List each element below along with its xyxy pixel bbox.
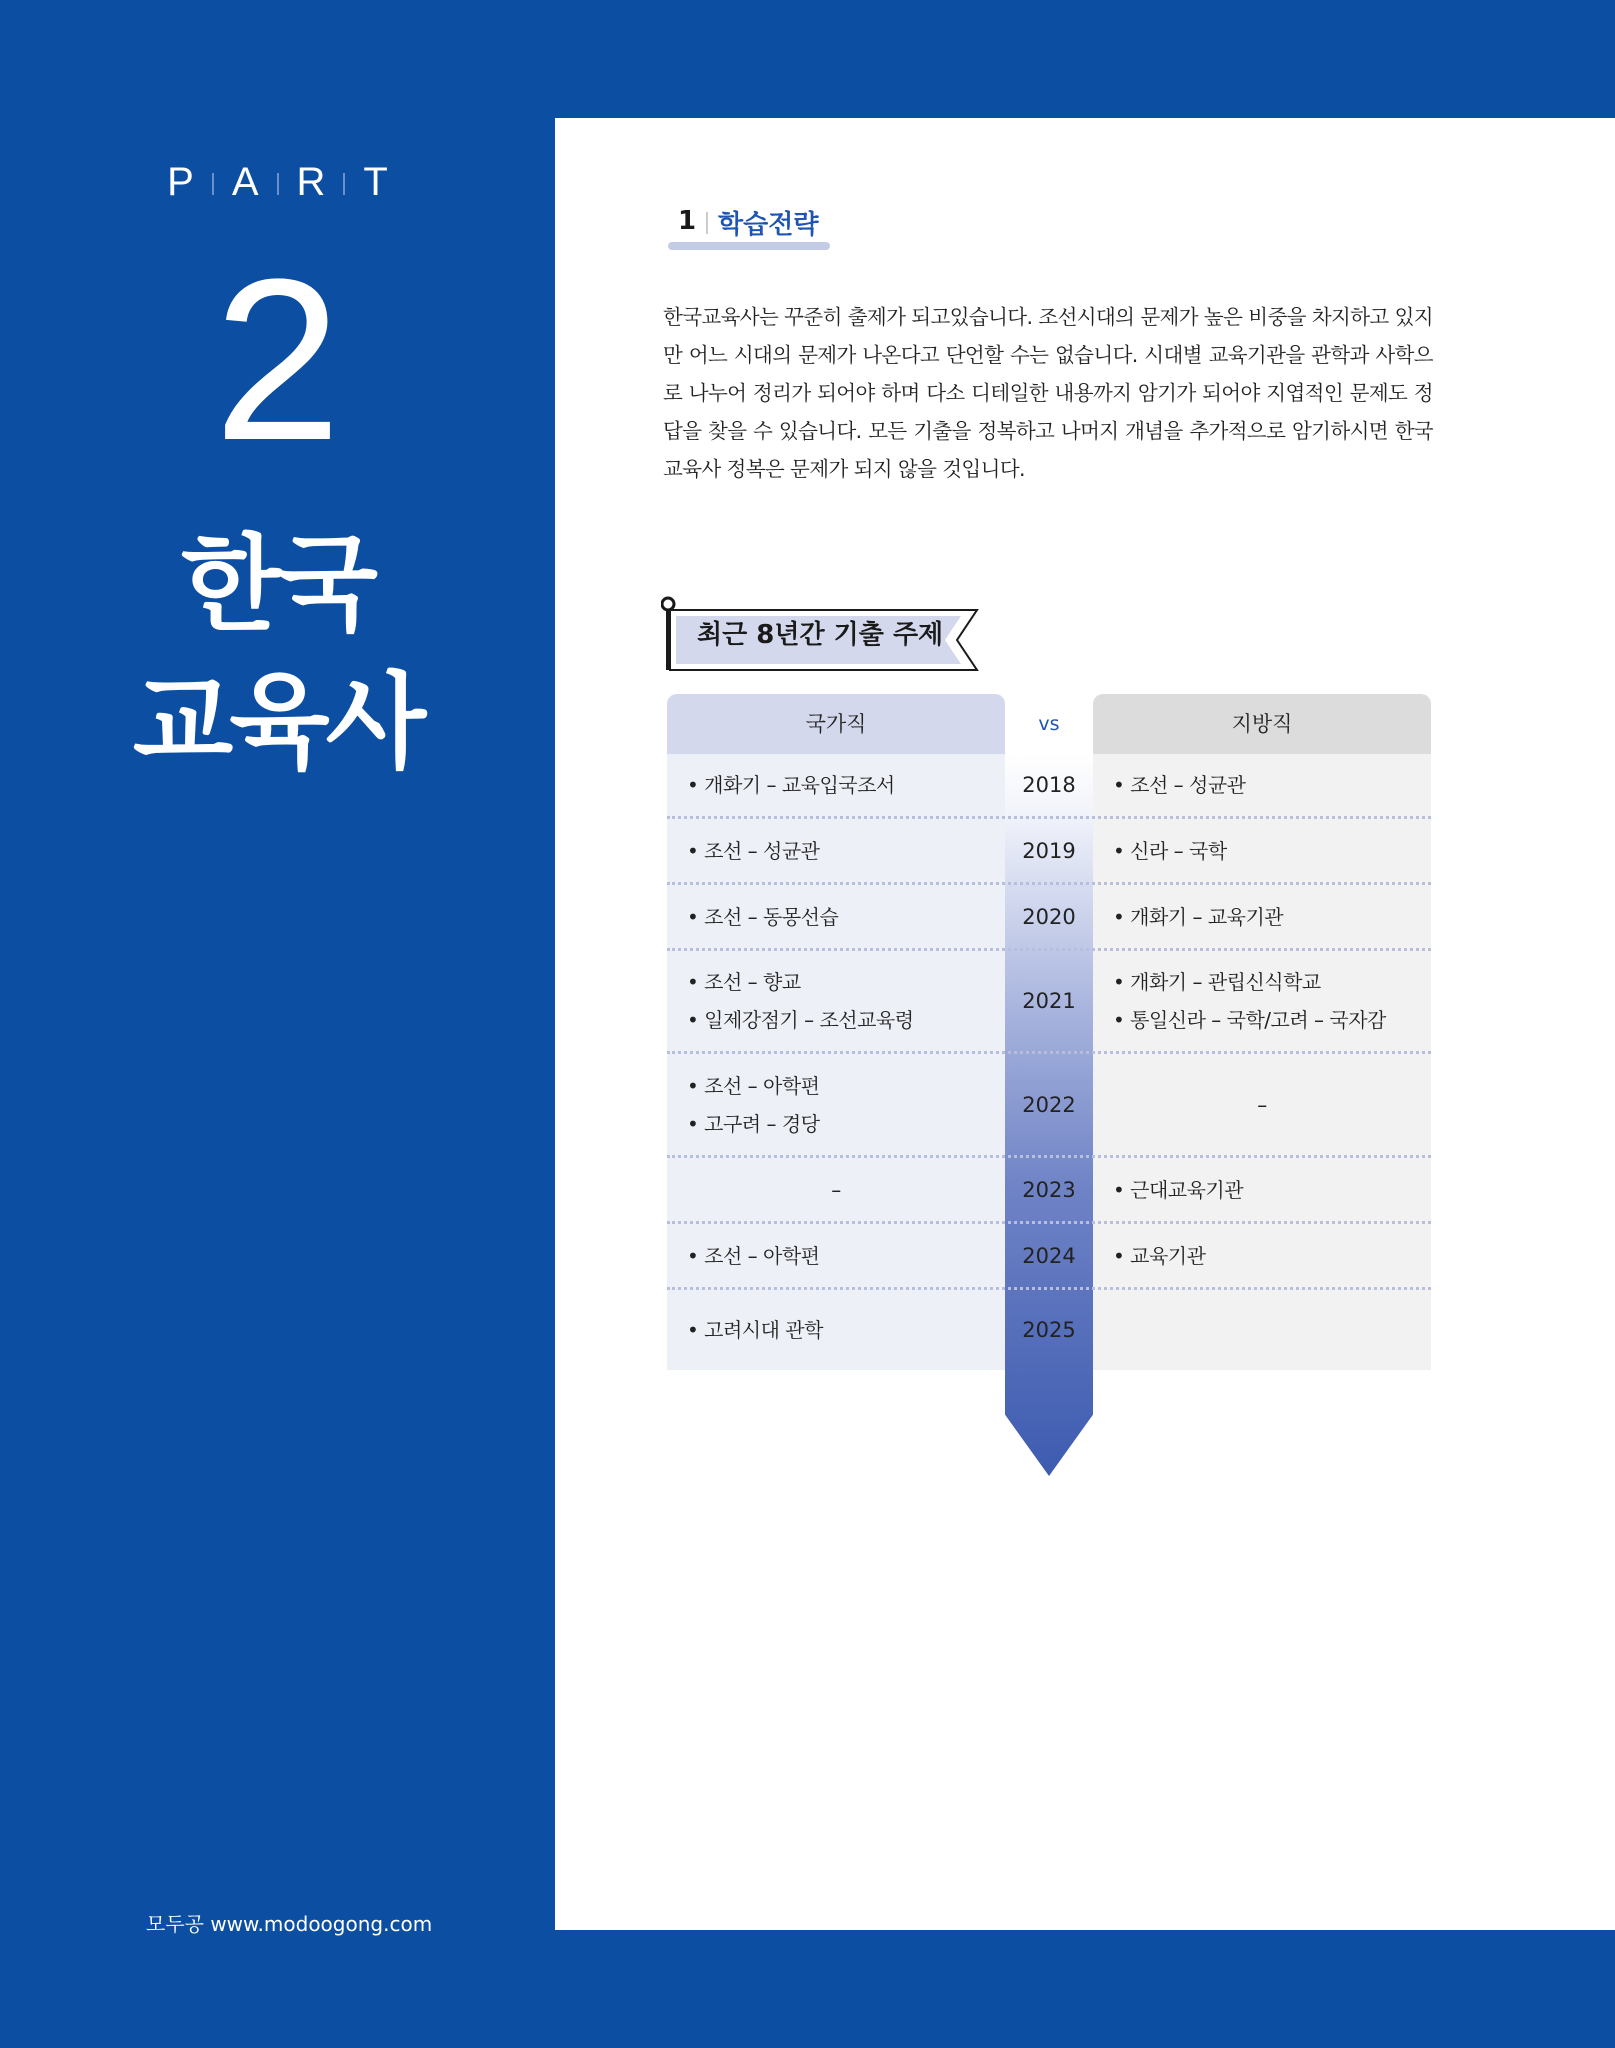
year-cell: 2018 bbox=[1022, 773, 1076, 797]
topic-item: • 고구려 – 경당 bbox=[687, 1111, 820, 1136]
part-separator bbox=[212, 173, 214, 195]
section-divider bbox=[706, 212, 708, 234]
part-label bbox=[0, 160, 555, 205]
section-heading bbox=[668, 202, 830, 248]
part-separator bbox=[277, 173, 279, 195]
topic-item: – bbox=[831, 1177, 841, 1202]
section-underline bbox=[668, 242, 830, 250]
exam-topics-flag bbox=[661, 592, 991, 672]
part-title bbox=[0, 515, 555, 791]
topic-item: • 조선 – 아학편 bbox=[687, 1073, 820, 1098]
topic-item: – bbox=[1257, 1092, 1267, 1117]
exam-timeline-table bbox=[667, 694, 1431, 1474]
header-national-label: 국가직 bbox=[805, 712, 867, 736]
topic-item: • 조선 – 동몽선습 bbox=[687, 904, 839, 929]
year-cell: 2020 bbox=[1022, 904, 1076, 929]
national-cell bbox=[667, 1290, 1005, 1370]
topic-item: • 개화기 – 관립신식학교 bbox=[1113, 970, 1321, 994]
left-panel bbox=[0, 0, 555, 2048]
intro-paragraph: 한국교육사는 꾸준히 출제가 되고있습니다. 조선시대의 문제가 높은 비중을 차지하고 있지만 어느 시대의 문제가 나온다고 단언할 수는 없습니다. 시대별 교육기관을 관학과 사학으로 나누어 정리가 되어야 하며 다소 디테일한 내용까지 암기가 되어야 지엽적인 문제도 정답을 찾을 수 있습니다. 모든 기출을 정복하고 나머지 개념을 추가적으로 암기하시면 한국교육사 정복은 문제가 되지 않을 것입니다. bbox=[663, 305, 1433, 481]
part-letter: A bbox=[231, 160, 259, 204]
timeline-rows bbox=[667, 754, 1431, 1370]
part-letter: P bbox=[167, 160, 194, 204]
part-letter: T bbox=[363, 160, 388, 204]
year-cell: 2023 bbox=[1022, 1177, 1076, 1202]
national-cell bbox=[667, 1158, 1005, 1221]
section-number: 1 bbox=[678, 206, 697, 236]
topic-item: • 개화기 – 교육기관 bbox=[1113, 904, 1284, 929]
national-cell bbox=[667, 885, 1005, 948]
national-cell bbox=[667, 1224, 1005, 1287]
local-cell bbox=[1093, 819, 1431, 882]
local-cell bbox=[1093, 754, 1431, 816]
part-letter: R bbox=[296, 160, 326, 204]
national-cell bbox=[667, 819, 1005, 882]
content-page bbox=[555, 118, 1615, 1930]
table-row bbox=[667, 951, 1431, 1054]
header-local bbox=[1093, 694, 1431, 754]
topic-item: • 조선 – 성균관 bbox=[687, 838, 820, 863]
table-row bbox=[667, 754, 1431, 819]
local-cell bbox=[1093, 1158, 1431, 1221]
footer-url: 모두공 www.modoogong.com bbox=[146, 1912, 433, 1936]
year-cell: 2019 bbox=[1022, 838, 1076, 863]
national-cell bbox=[667, 1054, 1005, 1155]
table-row bbox=[667, 1054, 1431, 1158]
table-row bbox=[667, 819, 1431, 885]
topic-item: • 교육기관 bbox=[1113, 1243, 1206, 1268]
part-number: 2 bbox=[213, 231, 342, 488]
year-cell: 2025 bbox=[1022, 1318, 1076, 1342]
topic-item: • 조선 – 아학편 bbox=[687, 1243, 820, 1268]
table-row bbox=[667, 1290, 1431, 1370]
section-title: 학습전략 bbox=[718, 210, 819, 240]
national-cell bbox=[667, 951, 1005, 1051]
topic-item: • 통일신라 – 국학/고려 – 국자감 bbox=[1113, 1008, 1386, 1032]
header-national bbox=[667, 694, 1005, 754]
year-cell: 2024 bbox=[1022, 1243, 1076, 1268]
local-cell bbox=[1093, 951, 1431, 1051]
year-cell: 2021 bbox=[1022, 989, 1076, 1013]
table-row bbox=[667, 1158, 1431, 1224]
topic-item: • 근대교육기관 bbox=[1113, 1177, 1244, 1202]
topic-item: • 일제강점기 – 조선교육령 bbox=[687, 1008, 914, 1032]
year-cell: 2022 bbox=[1022, 1092, 1076, 1117]
local-cell bbox=[1093, 1054, 1431, 1155]
topic-item: • 신라 – 국학 bbox=[1113, 838, 1227, 863]
local-cell bbox=[1093, 1290, 1431, 1370]
topic-item: • 개화기 – 교육입국조서 bbox=[687, 773, 895, 797]
table-row bbox=[667, 1224, 1431, 1290]
vs-label: vs bbox=[1038, 713, 1060, 735]
topic-item: • 고려시대 관학 bbox=[687, 1318, 823, 1342]
table-row bbox=[667, 885, 1431, 951]
national-cell bbox=[667, 754, 1005, 816]
local-cell bbox=[1093, 1224, 1431, 1287]
part-separator bbox=[343, 173, 345, 195]
topic-item: • 조선 – 향교 bbox=[687, 970, 801, 994]
flag-title: 최근 8년간 기출 주제 bbox=[697, 620, 944, 650]
topic-item: • 조선 – 성균관 bbox=[1113, 773, 1246, 797]
local-cell bbox=[1093, 885, 1431, 948]
part-title-line-1: 한국 bbox=[181, 523, 374, 645]
header-local-label: 지방직 bbox=[1231, 712, 1293, 736]
part-title-line-2: 교육사 bbox=[132, 661, 423, 783]
